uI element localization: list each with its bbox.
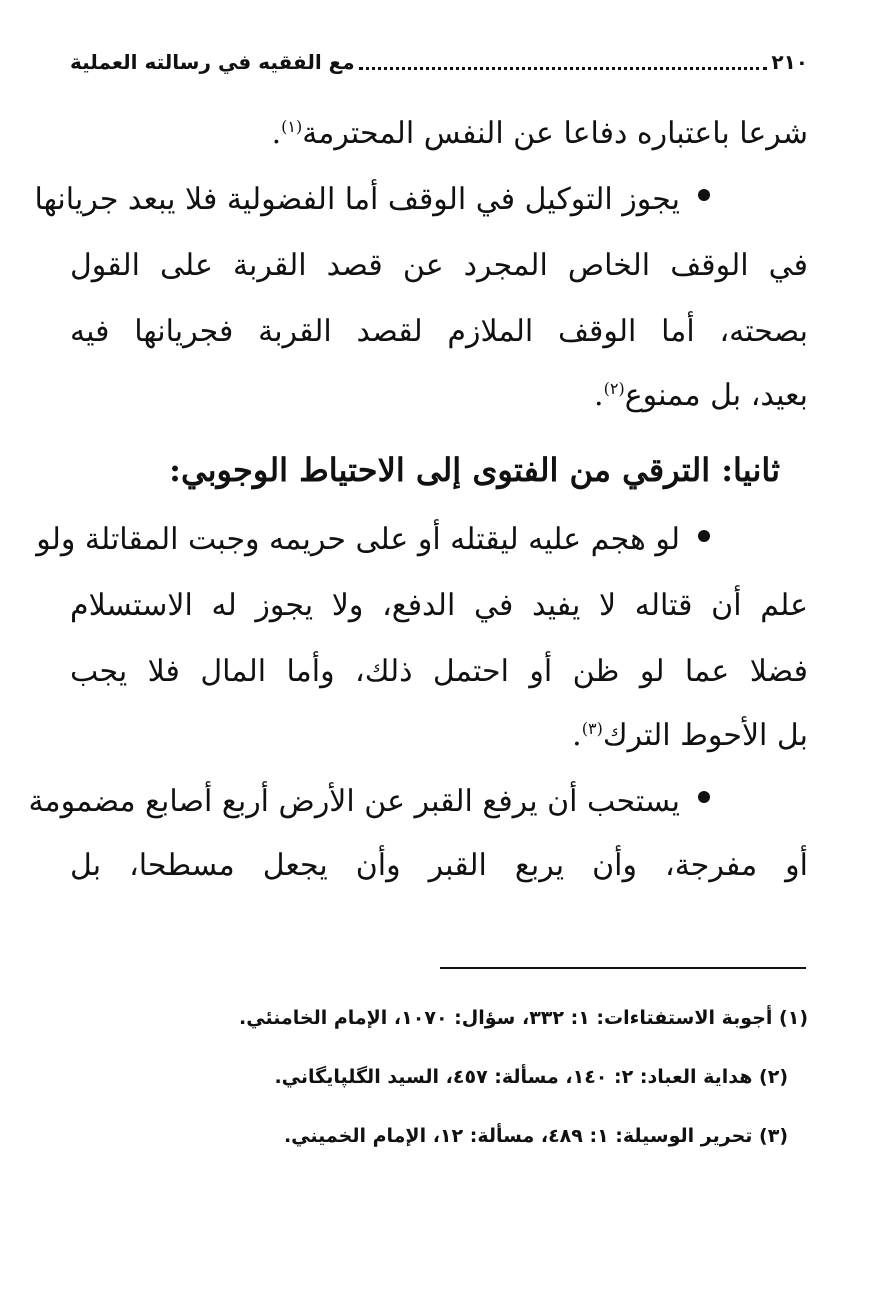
book-title: مع الفقيه في رسالته العملية [70, 50, 355, 74]
item2-last-line [70, 706, 808, 766]
item1-line-2: في الوقف الخاص المجرد عن قصد القربة على القول [70, 248, 808, 283]
footnote-mark-2: (٢) [603, 379, 625, 398]
footnote-separator [440, 967, 806, 969]
footnote-1: (١) أجوبة الاستفتاءات: ١: ٣٣٢، سؤال: ١٠٧٠، الإمام الخامنئي. [239, 1007, 808, 1029]
item2-line-3: فضلا عما لو ظن أو احتمل ذلك، وأما المال فلا يجب [70, 654, 808, 689]
footnote-mark-3: (٣) [581, 719, 603, 738]
footnote-mark-1: (١) [281, 117, 303, 136]
bullet-icon [698, 189, 710, 201]
item2-line-1: لو هجم عليه ليقتله أو على حريمه وجبت المقاتلة ولو [36, 522, 680, 557]
item3-line-2: أو مفرجة، وأن يربع القبر وأن يجعل مسطحا، بل [70, 848, 808, 883]
footnote-2: (٢) هداية العباد: ٢: ١٤٠، مسألة: ٤٥٧، السيد الگلپايگاني. [274, 1066, 788, 1088]
section-heading: ثانيا: الترقي من الفتوى إلى الاحتياط الوجوبي: [169, 451, 780, 489]
bullet-icon [698, 791, 710, 803]
item1-line-1: يجوز التوكيل في الوقف أما الفضولية فلا يبعد جريانها [34, 182, 680, 217]
bullet-icon [698, 530, 710, 542]
page-number: ٢١٠ [771, 50, 808, 74]
item1-line-3: بصحته، أما الوقف الملازم لقصد القربة فجريانها فيه [70, 314, 808, 349]
intro-end: . [271, 116, 282, 151]
footnote-3: (٣) تحرير الوسيلة: ١: ٤٨٩، مسألة: ١٢، الإمام الخميني. [283, 1125, 788, 1147]
intro-text: شرعا باعتباره دفاعا عن النفس المحترمة [302, 116, 808, 151]
item2-last-text: بل الأحوط الترك [602, 718, 808, 753]
intro-line [70, 104, 808, 164]
item1-last-text: بعيد، بل ممنوع [624, 378, 808, 413]
item3-line-1: يستحب أن يرفع القبر عن الأرض أربع أصابع مضمومة [28, 784, 680, 819]
item1-end: . [594, 378, 604, 413]
dotted-leader [359, 66, 768, 70]
item2-end: . [572, 718, 582, 753]
running-head [70, 46, 808, 78]
item1-last-line [70, 366, 808, 426]
item2-line-2: علم أن قتاله لا يفيد في الدفع، ولا يجوز له الاستسلام [70, 588, 808, 623]
